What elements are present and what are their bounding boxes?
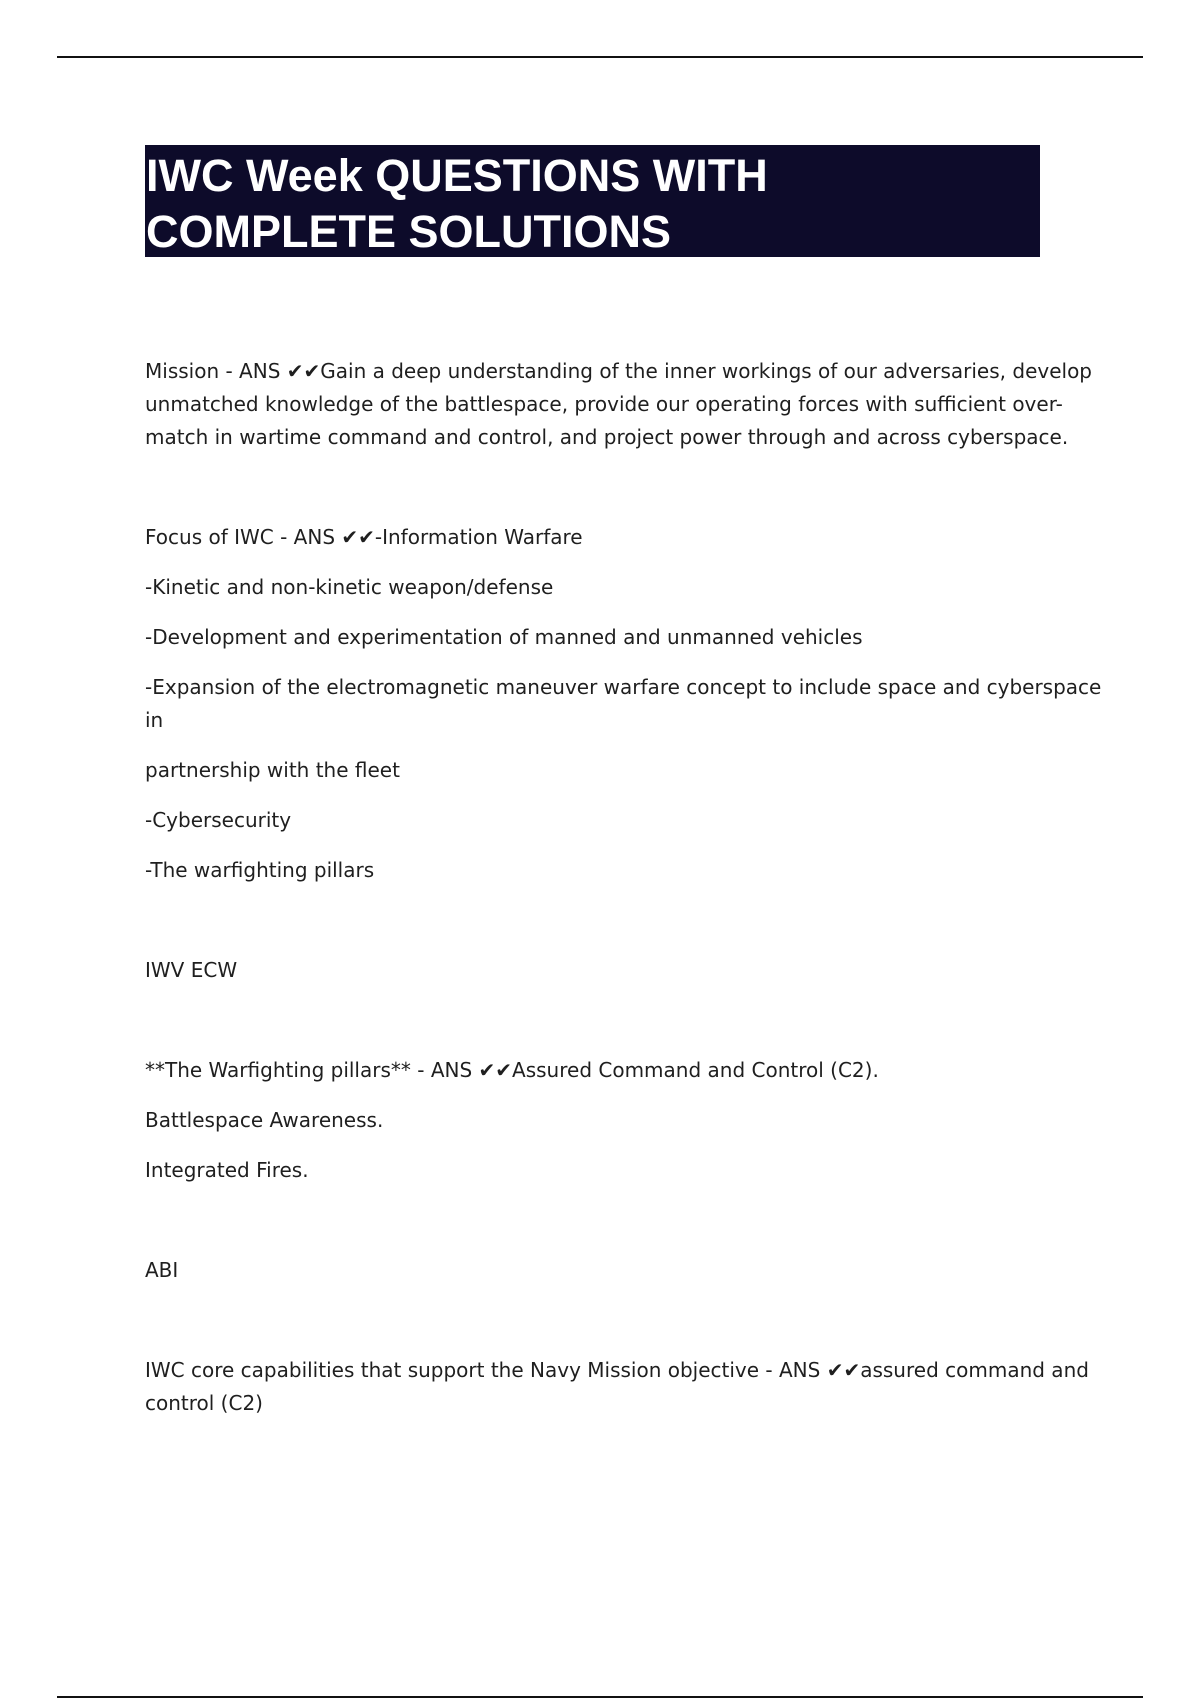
focus-item: partnership with the fleet bbox=[145, 758, 400, 782]
focus-item bbox=[145, 671, 1102, 737]
document-body bbox=[145, 355, 1102, 1420]
focus-item: -The warfighting pillars bbox=[145, 858, 375, 882]
core-capabilities-entry bbox=[145, 1354, 1090, 1420]
focus-item-line: -Expansion of the electromagnetic maneuver warfare concept to include space and cyberspace bbox=[145, 675, 1102, 699]
core-line-1: IWC core capabilities that support the Navy Mission objective - ANS ✔✔assured command and bbox=[145, 1358, 1089, 1382]
document-title bbox=[145, 145, 1040, 257]
pillars-item: Integrated Fires. bbox=[145, 1158, 309, 1182]
focus-item: -Development and experimentation of manned and unmanned vehicles bbox=[145, 625, 863, 649]
title-line-2: COMPLETE SOLUTIONS bbox=[146, 206, 672, 257]
header-rule bbox=[57, 56, 1143, 58]
pillars-item: Battlespace Awareness. bbox=[145, 1108, 384, 1132]
mission-entry bbox=[145, 355, 1093, 454]
mission-line-2: unmatched knowledge of the battlespace, provide our operating forces with sufficient over- bbox=[145, 392, 1063, 416]
iwv-ecw-text: IWV ECW bbox=[145, 958, 238, 982]
focus-item: -Kinetic and non-kinetic weapon/defense bbox=[145, 575, 554, 599]
mission-line-3: match in wartime command and control, and project power through and across cyberspace. bbox=[145, 425, 1069, 449]
focus-item-line: in bbox=[145, 708, 164, 732]
core-line-2: control (C2) bbox=[145, 1391, 263, 1415]
abi-text: ABI bbox=[145, 1258, 179, 1282]
title-line-1: IWC Week QUESTIONS WITH bbox=[146, 150, 768, 201]
mission-line-1: Mission - ANS ✔✔Gain a deep understanding of the inner workings of our adversaries, develop bbox=[145, 359, 1093, 383]
footer-rule bbox=[57, 1696, 1143, 1698]
pillars-question: **The Warfighting pillars** - ANS ✔✔Assured Command and Control (C2). bbox=[145, 1058, 879, 1082]
focus-item: -Cybersecurity bbox=[145, 808, 292, 832]
focus-question: Focus of IWC - ANS ✔✔-Information Warfare bbox=[145, 525, 583, 549]
